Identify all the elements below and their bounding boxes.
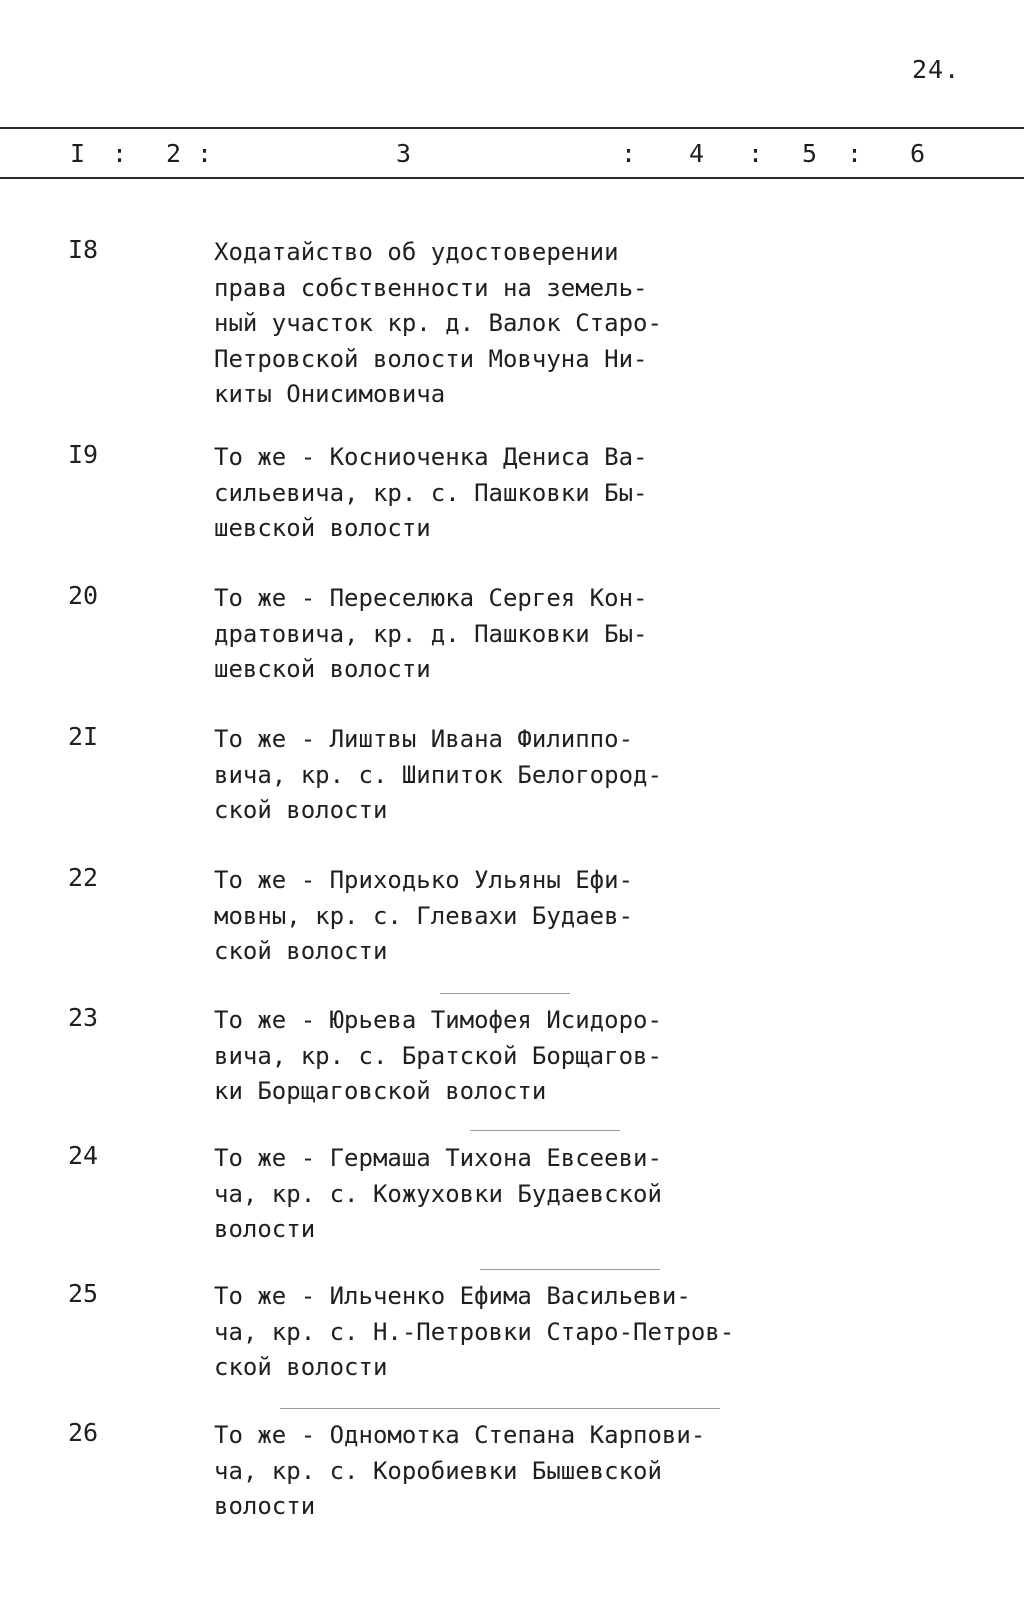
scan-speck xyxy=(470,1130,620,1131)
entry-line: шевской волости xyxy=(214,514,431,542)
entry-text xyxy=(214,235,734,413)
column-separator: : xyxy=(197,139,213,168)
scan-speck xyxy=(480,1269,660,1270)
entry-text xyxy=(214,1279,734,1386)
entry-line: ской волости xyxy=(214,937,388,965)
entry-line: То же - Приходько Ульяны Ефи- xyxy=(214,866,634,894)
entry-line: дратовича, кр. д. Пашковки Бы- xyxy=(214,619,648,648)
entry-line: То же - Ильченко Ефима Васильеви- xyxy=(214,1282,691,1310)
column-header-6: 6 xyxy=(910,139,926,168)
column-header-4: 4 xyxy=(689,139,705,168)
column-header-2: 2 xyxy=(166,139,182,168)
entry-line: сильевича, кр. с. Пашковки Бы- xyxy=(214,478,648,507)
entry-line: мовны, кр. с. Глевахи Будаев- xyxy=(214,901,634,930)
scan-speck xyxy=(280,1408,720,1409)
entry-number: 2I xyxy=(68,722,99,751)
entry-number: 26 xyxy=(68,1418,99,1447)
entry-line: Ходатайство об удостоверении xyxy=(214,238,619,266)
entry-line: То же - Юрьева Тимофея Исидоро- xyxy=(214,1006,662,1034)
entry-line: То же - Переселюка Сергея Кон- xyxy=(214,584,648,612)
entry-number: 25 xyxy=(68,1279,99,1308)
entry-number: I9 xyxy=(68,440,99,469)
entry-line: волости xyxy=(214,1215,316,1243)
entry-line: ской волости xyxy=(214,1353,388,1381)
entry-line: шевской волости xyxy=(214,655,431,683)
column-header-3: 3 xyxy=(396,139,412,168)
entry-line: ча, кр. с. Кожуховки Будаевской xyxy=(214,1179,662,1208)
entry-line: права собственности на земель- xyxy=(214,273,648,302)
entry-line: вича, кр. с. Шипиток Белогород- xyxy=(214,760,662,789)
column-header-row xyxy=(0,139,1024,169)
entry-text xyxy=(214,440,734,547)
entry-line: То же - Одномотка Степана Карпови- xyxy=(214,1421,706,1449)
entry-line: ча, кр. с. Коробиевки Бышевской xyxy=(214,1456,662,1485)
column-header-1: I xyxy=(70,139,86,168)
header-top-rule xyxy=(0,127,1024,129)
entry-text xyxy=(214,722,734,829)
entry-line: киты Онисимовича xyxy=(214,380,446,408)
header-bottom-rule xyxy=(0,177,1024,179)
scan-speck xyxy=(440,993,570,994)
entry-text xyxy=(214,1418,734,1525)
entry-number: 22 xyxy=(68,863,99,892)
entry-number: 23 xyxy=(68,1003,99,1032)
entry-line: вича, кр. с. Братской Борщагов- xyxy=(214,1041,662,1070)
entry-number: I8 xyxy=(68,235,99,264)
column-separator: : xyxy=(847,139,863,168)
column-separator: : xyxy=(621,139,637,168)
entry-text xyxy=(214,863,734,970)
entry-number: 24 xyxy=(68,1141,99,1170)
column-separator: : xyxy=(748,139,764,168)
entry-text xyxy=(214,1003,734,1110)
entry-line: ча, кр. с. Н.-Петровки Старо-Петров- xyxy=(214,1317,735,1346)
page-number: 24. xyxy=(912,55,961,84)
entry-line: ки Борщаговской волости xyxy=(214,1077,547,1105)
entry-line: ный участок кр. д. Валок Старо- xyxy=(214,309,662,337)
entry-text xyxy=(214,581,734,688)
entry-line: ской волости xyxy=(214,796,388,824)
entry-line: То же - Косниоченка Дениса Ва- xyxy=(214,443,648,471)
entry-line: волости xyxy=(214,1492,316,1520)
column-separator: : xyxy=(112,139,128,168)
entry-line: Петровской волости Мовчуна Ни- xyxy=(214,344,648,373)
entry-number: 20 xyxy=(68,581,99,610)
entry-line: То же - Гермаша Тихона Евсееви- xyxy=(214,1144,662,1172)
column-header-5: 5 xyxy=(802,139,818,168)
entry-text xyxy=(214,1141,734,1248)
entry-line: То же - Лиштвы Ивана Филиппо- xyxy=(214,725,634,753)
